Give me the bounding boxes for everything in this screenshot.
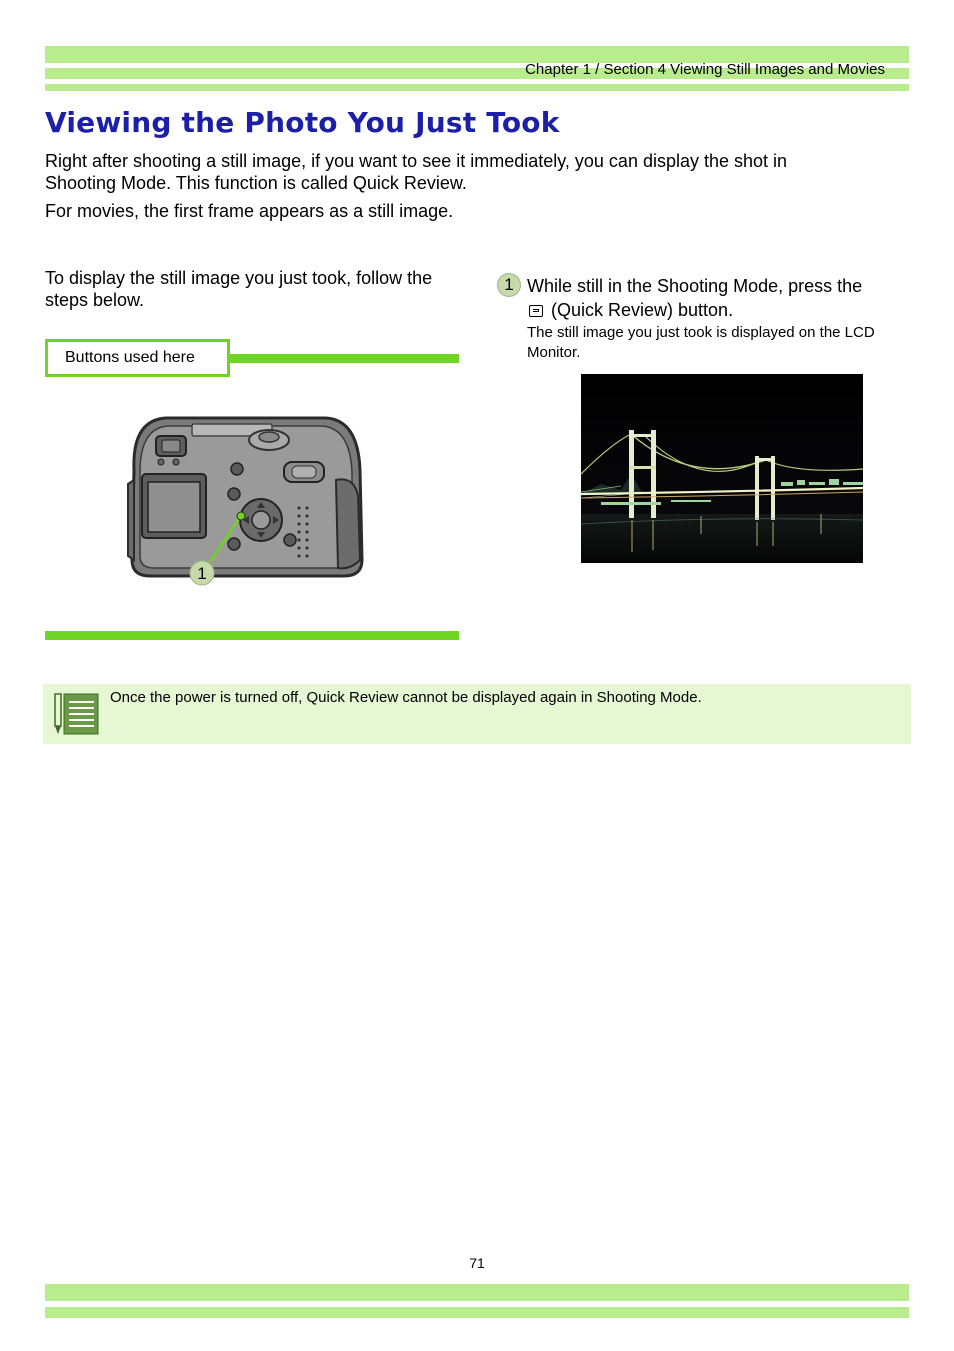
step-text-line2-wrap xyxy=(527,298,907,322)
memo-pencil-icon xyxy=(52,692,100,736)
step-text-line1: While still in the Shooting Mode, press the xyxy=(527,276,863,296)
note-box xyxy=(43,684,911,744)
step-text-line2: (Quick Review) button. xyxy=(551,300,734,320)
step-subtext: The still image you just took is displayed on the LCD Monitor. xyxy=(527,324,875,361)
camera-callout-number: 1 xyxy=(197,564,207,583)
intro-line-1: Right after shooting a still image, if you want to see it immediately, you can display the shot in xyxy=(45,151,788,171)
tab-underline xyxy=(228,354,459,363)
camera-illustration xyxy=(126,410,366,590)
intro-line-3: For movies, the first frame appears as a still image. xyxy=(45,201,454,221)
intro-line-2: Shooting Mode. This function is called Quick Review. xyxy=(45,173,467,193)
page-title: Viewing the Photo You Just Took xyxy=(45,106,560,139)
breadcrumb: Chapter 1 / Section 4 Viewing Still Images and Movies xyxy=(525,61,885,78)
lcd-photo-bridge xyxy=(581,374,863,563)
buttons-used-tab: Buttons used here xyxy=(45,339,230,377)
quick-review-icon xyxy=(529,305,543,317)
header-band-bottom xyxy=(45,84,909,91)
step-instruction xyxy=(527,274,907,322)
footer-band-top xyxy=(45,1284,909,1301)
page-number: 71 xyxy=(469,1255,485,1271)
section-bottom-rule xyxy=(45,631,459,640)
footer-band-bottom xyxy=(45,1307,909,1318)
note-text: Once the power is turned off, Quick Review cannot be displayed again in Shooting Mode. xyxy=(110,689,702,706)
left-instructions: To display the still image you just took, follow the steps below. xyxy=(45,268,433,310)
step-number-badge: 1 xyxy=(497,273,521,297)
